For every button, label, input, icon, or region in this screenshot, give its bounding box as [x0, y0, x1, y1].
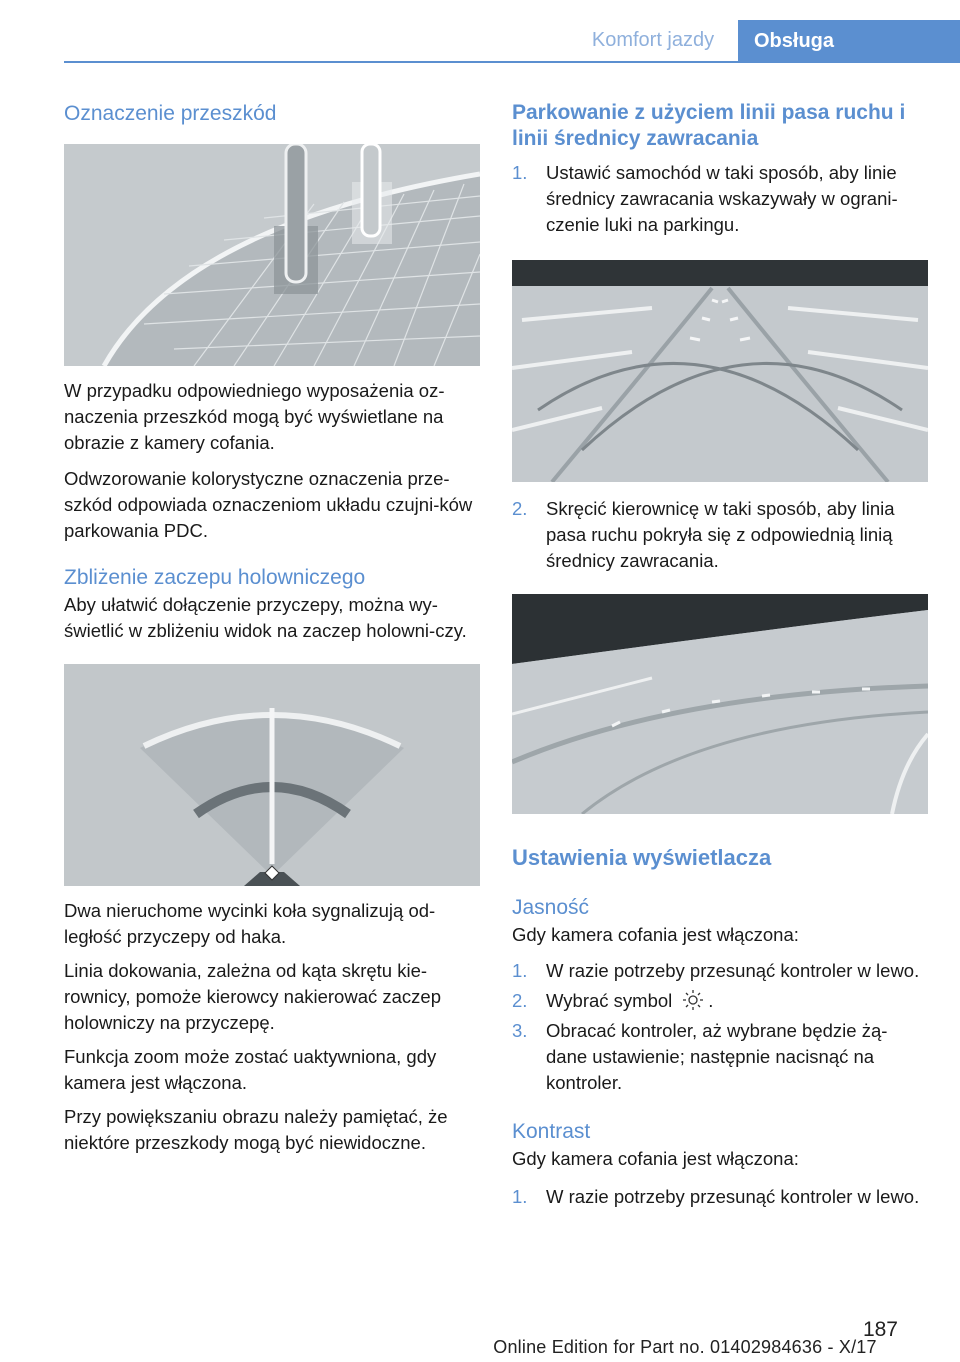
- chapter-tab: Obsługa: [738, 20, 960, 62]
- contrast-steps: [512, 1184, 928, 1210]
- turning-circle-figure: [512, 260, 928, 482]
- sun-brightness-icon: [682, 989, 704, 1011]
- hitch-zoom-figure: [64, 664, 480, 886]
- step-number: 1.: [512, 162, 528, 183]
- step-number: 2.: [512, 990, 528, 1011]
- heading-parking-lines: Parkowanie z użyciem linii pasa ruchu i linii średnicy zawracania: [512, 101, 906, 150]
- obstacle-marking-figure: [64, 144, 480, 366]
- paragraph: Funkcja zoom może zostać uaktywniona, gdy kamera jest włączona.: [64, 1046, 437, 1093]
- parking-steps-continued: [512, 496, 928, 574]
- step-number: 3.: [512, 1020, 528, 1041]
- step-text-end: .: [708, 990, 714, 1011]
- step-text: Wybrać symbol: [546, 990, 673, 1011]
- paragraph: Gdy kamera cofania jest włączona:: [512, 1148, 799, 1169]
- step-number: 1.: [512, 1186, 528, 1207]
- paragraph: Linia dokowania, zależna od kąta skrętu kie-rownicy, pomoże kierowcy nakierować zaczep holowniczy na przyczepę.: [64, 960, 442, 1033]
- paragraph: Aby ułatwić dołączenie przyczepy, można wy-świetlić w zbliżeniu widok na zaczep holowni-czy.: [64, 594, 467, 641]
- paragraph: Gdy kamera cofania jest włączona:: [512, 924, 799, 945]
- section-tab: Komfort jazdy: [591, 29, 715, 51]
- edition-footer: Online Edition for Part no. 01402984636 - X/17: [493, 1337, 877, 1357]
- heading-display-settings: Ustawienia wyświetlacza: [512, 845, 772, 870]
- heading-obstacles: Oznaczenie przeszkód: [64, 102, 277, 125]
- step-number: 1.: [512, 960, 528, 981]
- step-text: Obracać kontroler, aż wybrane będzie żą-dane ustawienie; następnie nacisnąć na kontroler.: [546, 1020, 888, 1093]
- header-rule: [64, 61, 960, 63]
- list-item: [512, 160, 928, 238]
- parking-steps: [512, 160, 928, 238]
- right-column: [512, 100, 928, 1210]
- step-text: W razie potrzeby przesunąć kontroler w lewo.: [546, 1186, 920, 1207]
- heading-hitch: Zbliżenie zaczepu holowniczego: [64, 566, 366, 589]
- heading-contrast: Kontrast: [512, 1120, 591, 1143]
- paragraph: Odwzorowanie kolorystyczne oznaczenia prze-szkód odpowiada oznaczeniom układu czujni-ków parkowania PDC.: [64, 468, 473, 541]
- list-item: [512, 958, 928, 984]
- brightness-steps: [512, 958, 928, 1096]
- list-item: [512, 496, 928, 574]
- list-item: [512, 1018, 928, 1096]
- step-number: 2.: [512, 498, 528, 519]
- lane-line-figure: [512, 594, 928, 814]
- list-item: [512, 988, 928, 1014]
- list-item: [512, 1184, 928, 1210]
- step-text: Ustawić samochód w taki sposób, aby linie średnicy zawracania wskazywały w ograni-czenie luki na parkingu.: [546, 162, 898, 235]
- step-text: Skręcić kierownicę w taki sposób, aby linia pasa ruchu pokryła się z odpowiednią linią średnicy zawracania.: [546, 498, 895, 571]
- step-text: W razie potrzeby przesunąć kontroler w lewo.: [546, 960, 920, 981]
- page-number: 187: [862, 1318, 898, 1341]
- heading-brightness: Jasność: [512, 896, 590, 919]
- paragraph: W przypadku odpowiedniego wyposażenia oz-naczenia przeszkód mogą być wyświetlane na obrazie z kamery cofania.: [64, 380, 445, 453]
- paragraph: Przy powiększaniu obrazu należy pamiętać, że niektóre przeszkody mogą być niewidoczne.: [64, 1106, 448, 1153]
- page-header: [0, 0, 960, 62]
- left-column: [64, 100, 480, 1156]
- paragraph: Dwa nieruchome wycinki koła sygnalizują od-ległość przyczepy od haka.: [64, 900, 436, 947]
